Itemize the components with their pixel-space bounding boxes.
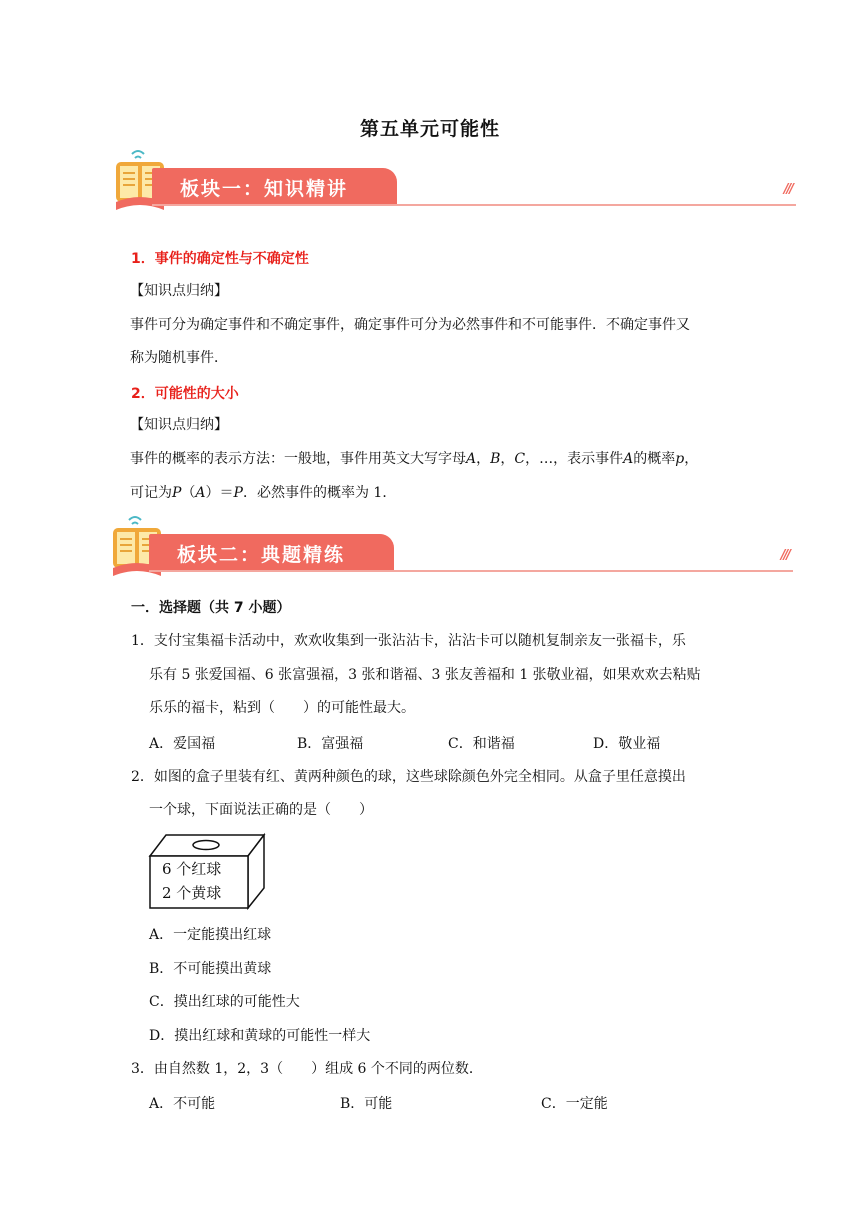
variable-p: p [675, 451, 685, 467]
variable-p: P [233, 485, 243, 501]
knowledge-heading-1: 1．事件的确定性与不确定性 [131, 251, 309, 267]
banner-divider [152, 204, 796, 206]
question-2-option-c[interactable]: C．摸出红球的可能性大 [149, 994, 300, 1010]
question-2-option-d[interactable]: D．摸出红球和黄球的可能性一样大 [149, 1028, 371, 1044]
text: ．必然事件的概率为 1． [242, 485, 397, 501]
box-label-red: 6 个红球 [162, 860, 222, 878]
question-2-line-1: 2．如图的盒子里装有红、黄两种颜色的球，这些球除颜色外完全相同。从盒子里任意摸出 [131, 769, 686, 785]
banner-mark: /// [783, 182, 792, 197]
variable-c: C [514, 451, 526, 467]
banner-divider [149, 570, 793, 572]
question-3-option-c[interactable]: C．一定能 [541, 1096, 608, 1112]
text: 可记为 [130, 485, 172, 501]
text: （ [181, 485, 196, 501]
page-title: 第五单元可能性 [359, 118, 500, 140]
variable-a: A [466, 451, 477, 467]
separator: ， [500, 451, 515, 467]
question-3-line-1: 3．由自然数 1，2，3（ ）组成 6 个不同的两位数． [131, 1061, 483, 1077]
ball-box-figure [148, 832, 266, 910]
text: 的概率 [633, 451, 676, 467]
question-1-option-b[interactable]: B．富强福 [297, 736, 364, 752]
banner-mark: /// [780, 548, 789, 563]
banner-label: 板块一：知识精讲 [180, 178, 349, 200]
section-banner-practice [109, 514, 793, 584]
question-1-option-d[interactable]: D．敬业福 [593, 736, 661, 752]
summary-label-1: 【知识点归纳】 [130, 283, 228, 299]
paragraph-2-line-1 [130, 449, 698, 469]
text: ， [684, 451, 699, 467]
paragraph-1-line-1: 事件可分为确定事件和不确定事件，确定事件可分为必然事件和不可能事件．不确定事件又 [130, 317, 690, 333]
separator: ， [476, 451, 491, 467]
question-3-option-b[interactable]: B．可能 [340, 1096, 393, 1112]
variable-b: B [490, 451, 501, 467]
variable-p: P [172, 485, 182, 501]
question-1-line-3: 乐乐的福卡，粘到（ ）的可能性最大。 [149, 700, 415, 716]
question-1-line-1: 1．支付宝集福卡活动中，欢欢收集到一张沾沾卡，沾沾卡可以随机复制亲友一张福卡，乐 [131, 633, 686, 649]
text: ）＝ [205, 485, 234, 501]
question-1-option-c[interactable]: C．和谐福 [448, 736, 515, 752]
question-section-heading: 一．选择题（共 7 小题） [131, 600, 291, 616]
summary-label-2: 【知识点归纳】 [130, 417, 228, 433]
question-3-option-a[interactable]: A．不可能 [149, 1096, 216, 1112]
paragraph-2-line-2 [130, 483, 396, 503]
variable-a: A [195, 485, 206, 501]
variable-a: A [623, 451, 634, 467]
question-1-line-2: 乐有 5 张爱国福、6 张富强福，3 张和谐福、3 张友善福和 1 张敬业福，如果欢欢去粘贴 [149, 667, 701, 683]
text: ，…，表示事件 [525, 451, 624, 467]
section-banner-knowledge [112, 148, 796, 218]
paragraph-1-line-2: 称为随机事件． [130, 350, 228, 366]
question-1-option-a[interactable]: A．爱国福 [149, 736, 216, 752]
knowledge-heading-2: 2．可能性的大小 [131, 386, 239, 402]
box-label-yellow: 2 个黄球 [162, 884, 222, 902]
question-2-line-2: 一个球，下面说法正确的是（ ） [149, 802, 373, 818]
banner-label: 板块二：典题精练 [177, 544, 346, 566]
question-2-option-b[interactable]: B．不可能摸出黄球 [149, 961, 272, 977]
question-2-option-a[interactable]: A．一定能摸出红球 [149, 927, 272, 943]
text: 事件的概率的表示方法：一般地，事件用英文大写字母 [130, 451, 466, 467]
